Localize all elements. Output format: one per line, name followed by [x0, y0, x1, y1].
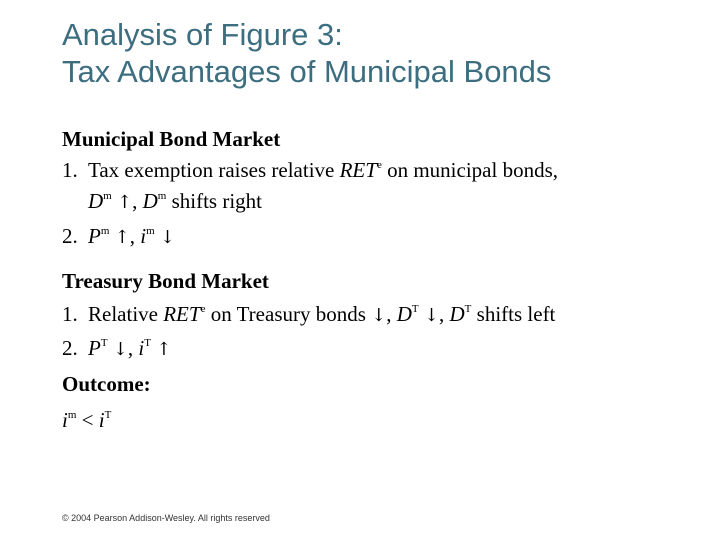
title-line-2: Tax Advantages of Municipal Bonds — [62, 54, 552, 89]
down-arrow-icon: ↓ — [371, 305, 387, 326]
up-arrow-icon: ↑ — [156, 339, 172, 360]
treasury-item-2: 2. $P^T$ ↓, $i^T$ ↑ — [62, 336, 172, 360]
outcome-heading: Outcome: — [62, 372, 151, 396]
down-arrow-icon: ↓ — [423, 305, 439, 326]
treasury-item-1: 1. Relative RET$^e$ on Treasury bonds ↓, $D^T$ ↓, $D^T$ shifts left — [62, 302, 556, 326]
outcome-inequality: $i^m < i^T$ — [62, 408, 112, 432]
down-arrow-icon: ↓ — [112, 339, 128, 360]
municipal-heading: Municipal Bond Market — [62, 127, 281, 151]
slide-title — [62, 16, 702, 90]
up-arrow-icon: ↑ — [116, 192, 133, 213]
municipal-item-2: 2. $P^m$ ↑, $i^m$ ↓ — [62, 224, 175, 248]
municipal-item-1-continued: $D^m$ ↑, $D^m$ shifts right — [88, 189, 262, 213]
municipal-item-1: 1. Tax exemption raises relative RET$^e$ on municipal bonds, — [62, 158, 558, 182]
down-arrow-icon: ↓ — [159, 227, 175, 248]
copyright-footer: © 2004 Pearson Addison-Wesley. All rights reserved — [62, 513, 270, 523]
title-line-1: Analysis of Figure 3: — [62, 17, 343, 52]
up-arrow-icon: ↑ — [114, 227, 130, 248]
treasury-heading: Treasury Bond Market — [62, 269, 269, 293]
